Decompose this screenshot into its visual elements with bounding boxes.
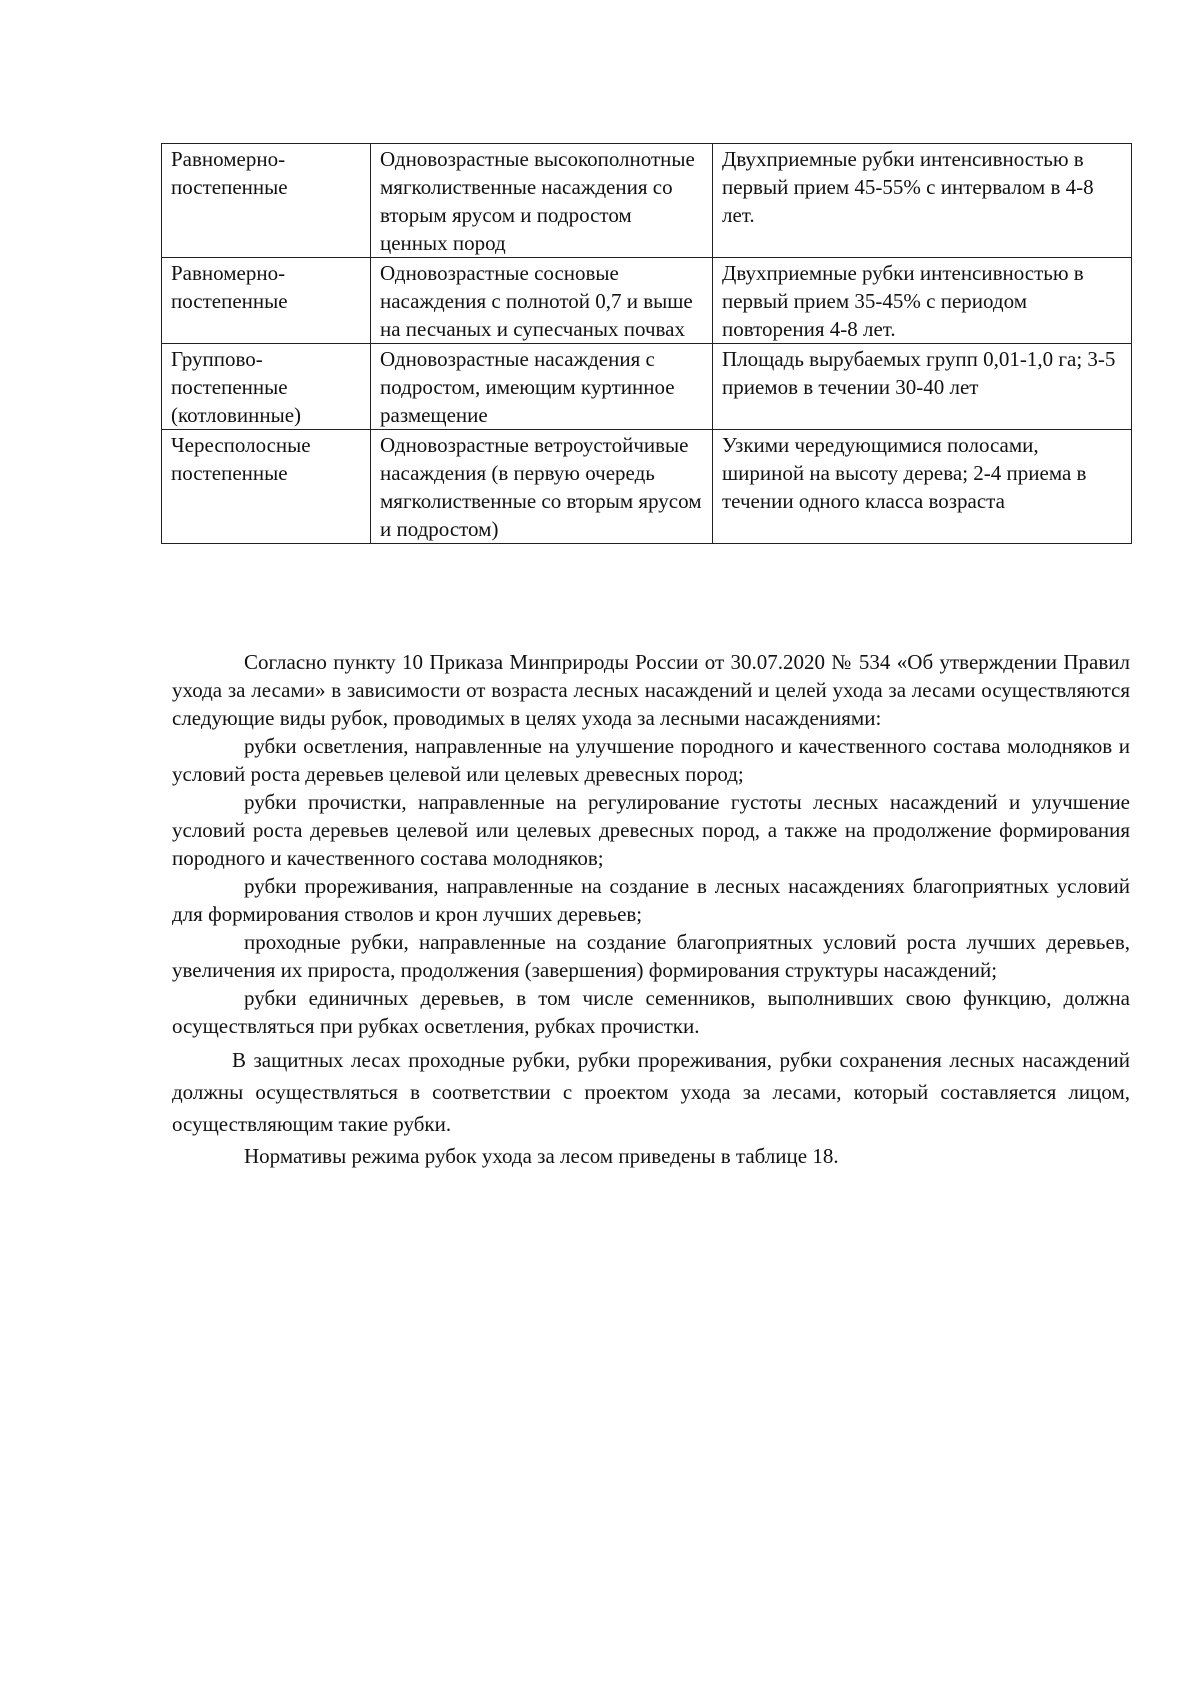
stands-cell: Одновозрастные высокополнотные мягколиственные насаждения со вторым ярусом и подростом ценных пород xyxy=(371,144,713,258)
stands-cell: Одновозрастные насаждения с подростом, имеющим куртинное размещение xyxy=(371,344,713,430)
paragraph-cleaning-cuttings: рубки прочистки, направленные на регулирование густоты лесных насаждений и улучшение условий роста деревьев целевой или целевых древесных пород, а также на продолжение формирования породного и качественного состава молодняков; xyxy=(172,790,1130,870)
table-row xyxy=(162,258,1132,344)
method-cell: Двухприемные рубки интенсивностью в первый прием 35-45% с периодом повторения 4-8 лет. xyxy=(713,258,1132,344)
cutting-type-cell: Группово-постепенные (котловинные) xyxy=(162,344,371,430)
paragraph-clearing-cuttings: рубки осветления, направленные на улучшение породного и качественного состава молодняков и условий роста деревьев целевой или целевых древесных пород; xyxy=(172,734,1130,786)
body-text xyxy=(172,648,1130,1170)
cutting-type-cell: Равномерно-постепенные xyxy=(162,258,371,344)
method-cell: Площадь вырубаемых групп 0,01-1,0 га; 3-5 приемов в течении 30-40 лет xyxy=(713,344,1132,430)
table-row xyxy=(162,144,1132,258)
stands-cell: Одновозрастные сосновые насаждения с полнотой 0,7 и выше на песчаных и супесчаных почвах xyxy=(371,258,713,344)
table-row xyxy=(162,344,1132,430)
cutting-type-cell: Равномерно-постепенные xyxy=(162,144,371,258)
table-row xyxy=(162,430,1132,544)
method-cell: Узкими чередующимися полосами, шириной на высоту дерева; 2-4 приема в течении одного класса возраста xyxy=(713,430,1132,544)
paragraph-protective-forests: В защитных лесах проходные рубки, рубки прореживания, рубки сохранения лесных насаждений должны осуществляться в соответствии с проектом ухода за лесами, который составляется лицом, осуществляющим такие рубки. xyxy=(172,1048,1130,1136)
method-cell: Двухприемные рубки интенсивностью в первый прием 45-55% с интервалом в 4-8 лет. xyxy=(713,144,1132,258)
paragraph-single-tree-cuttings: рубки единичных деревьев, в том числе семенников, выполнивших свою функцию, должна осуществляться при рубках осветления, рубках прочистки. xyxy=(172,986,1130,1038)
cuttings-table xyxy=(161,143,1132,544)
cutting-type-cell: Чересполосные постепенные xyxy=(162,430,371,544)
paragraph-thinning-cuttings: рубки прореживания, направленные на создание в лесных насаждениях благоприятных условий для формирования стволов и крон лучших деревьев; xyxy=(172,874,1130,926)
paragraph-table-reference: Нормативы режима рубок ухода за лесом приведены в таблице 18. xyxy=(244,1144,839,1168)
paragraph-order-reference: Согласно пункту 10 Приказа Минприроды России от 30.07.2020 № 534 «Об утверждении Правил ухода за лесами» в зависимости от возраста лесных насаждений и целей ухода за лесами осуществляются следующие виды рубок, проводимых в целях ухода за лесными насаждениями: xyxy=(172,650,1130,730)
stands-cell: Одновозрастные ветроустойчивые насаждения (в первую очередь мягколиственные со вторым ярусом и подростом) xyxy=(371,430,713,544)
paragraph-passing-cuttings: проходные рубки, направленные на создание благоприятных условий роста лучших деревьев, увеличения их прироста, продолжения (завершения) формирования структуры насаждений; xyxy=(172,930,1130,982)
